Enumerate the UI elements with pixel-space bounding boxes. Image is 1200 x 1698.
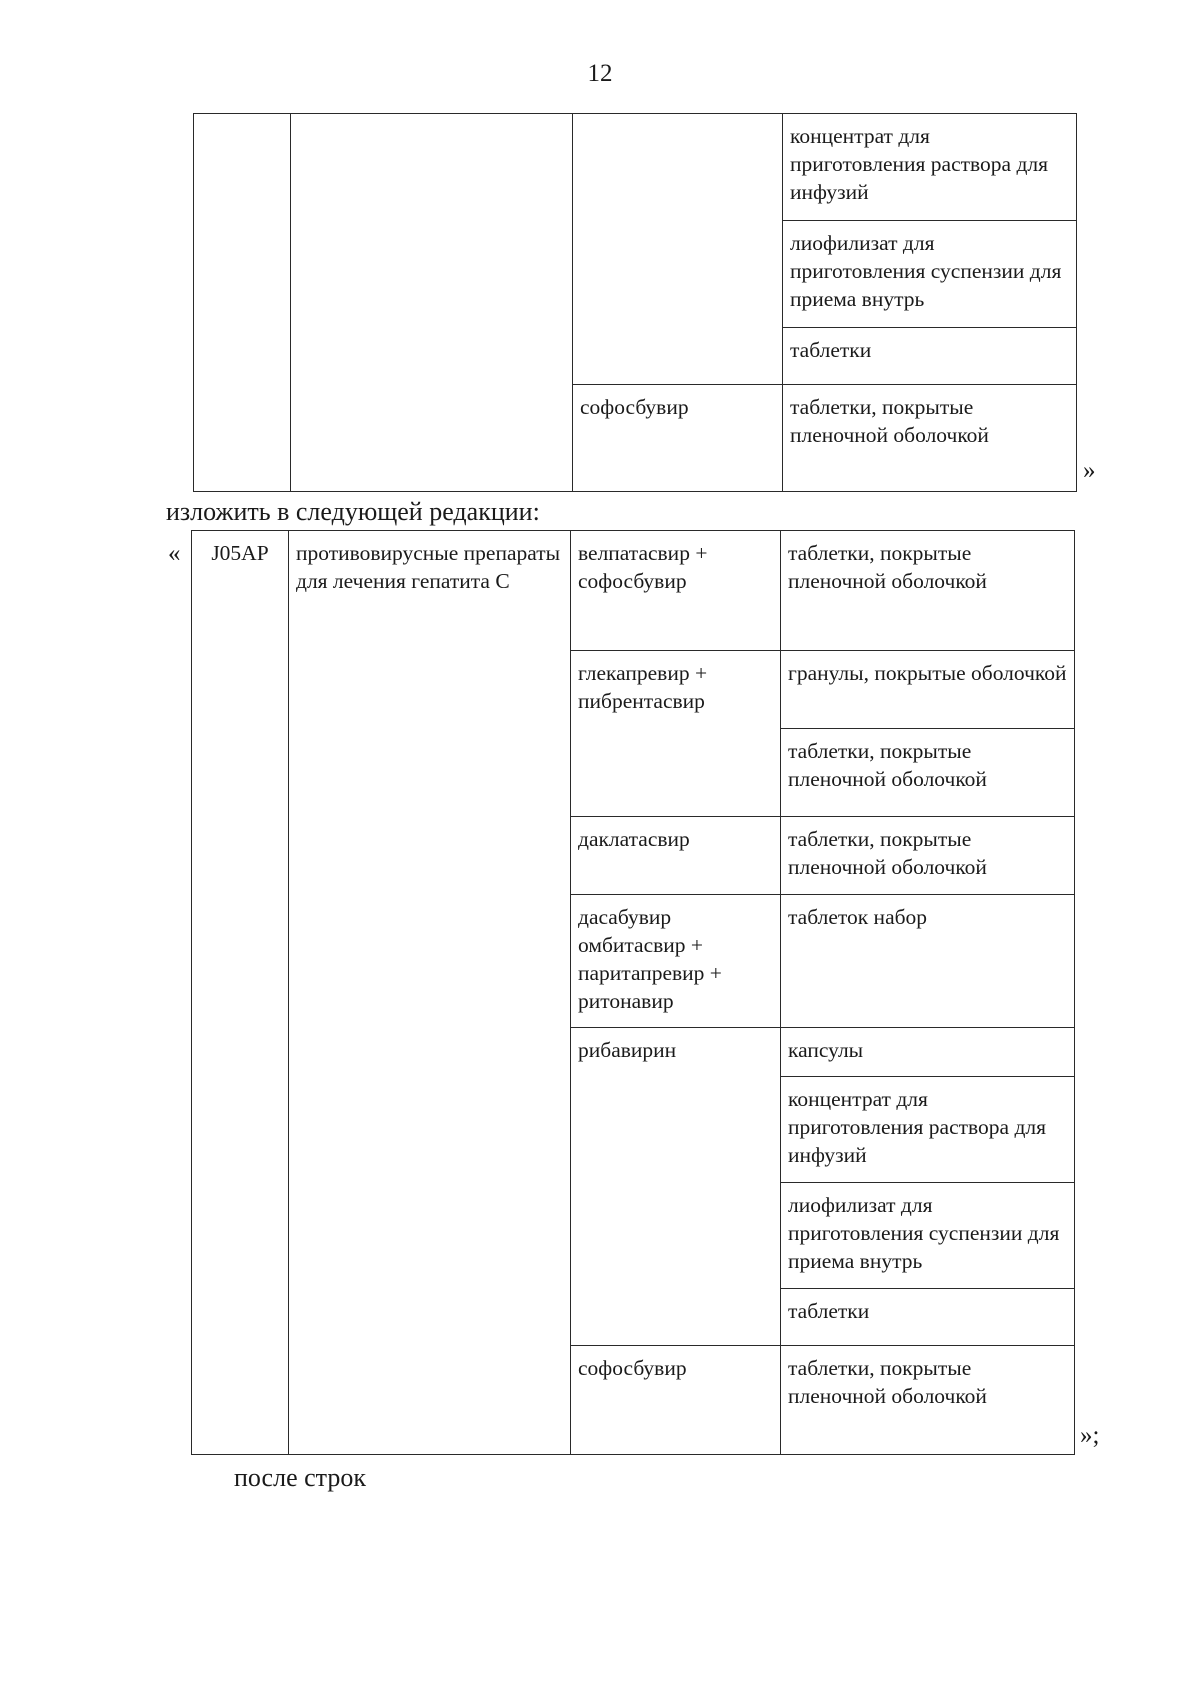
dosage-form: концентрат для приготовления раствора для инфузий [781,1077,1075,1183]
form-cell: концентрат для приготовления раствора для инфузий [783,114,1077,221]
drug-name: даклатасвир [571,817,781,895]
closing-quote: » [1083,457,1096,484]
group-cell-empty [291,114,573,492]
dosage-form: таблетки [781,1289,1075,1346]
dosage-form: таблетки, покрытые пленочной оболочкой [781,1346,1075,1455]
drug-name: глекапревир + пибрентасвир [571,651,781,817]
new-edition-table [191,530,1075,1455]
dosage-form: таблеток набор [781,895,1075,1028]
dosage-form: таблетки, покрытые пленочной оболочкой [781,817,1075,895]
dosage-form: капсулы [781,1028,1075,1077]
atc-code: J05AP [192,531,289,1455]
form-cell: таблетки, покрытые пленочной оболочкой [783,385,1077,492]
form-cell: лиофилизат для приготовления суспензии для приема внутрь [783,221,1077,328]
drug-cell: софосбувир [573,385,783,492]
drug-cell-empty [573,114,783,385]
drug-name: софосбувир [571,1346,781,1455]
code-cell-empty [194,114,291,492]
dosage-form: таблетки, покрытые пленочной оболочкой [781,729,1075,817]
drug-name: рибавирин [571,1028,781,1346]
dosage-form: лиофилизат для приготовления суспензии для приема внутрь [781,1183,1075,1289]
form-cell: таблетки [783,328,1077,385]
instruction-text: изложить в следующей редакции: [166,497,540,526]
drug-name: дасабувир омбитасвир + паритапревир + ритонавир [571,895,781,1028]
opening-quote: « [168,540,181,567]
pharmacological-group: противовирусные препараты для лечения гепатита С [289,531,571,1455]
page-number: 12 [587,60,613,87]
drug-name: велпатасвир + софосбувир [571,531,781,651]
after-text: после строк [234,1463,366,1492]
previous-table [193,113,1077,492]
dosage-form: таблетки, покрытые пленочной оболочкой [781,531,1075,651]
dosage-form: гранулы, покрытые оболочкой [781,651,1075,729]
closing-quote-semicolon: »; [1080,1422,1100,1449]
